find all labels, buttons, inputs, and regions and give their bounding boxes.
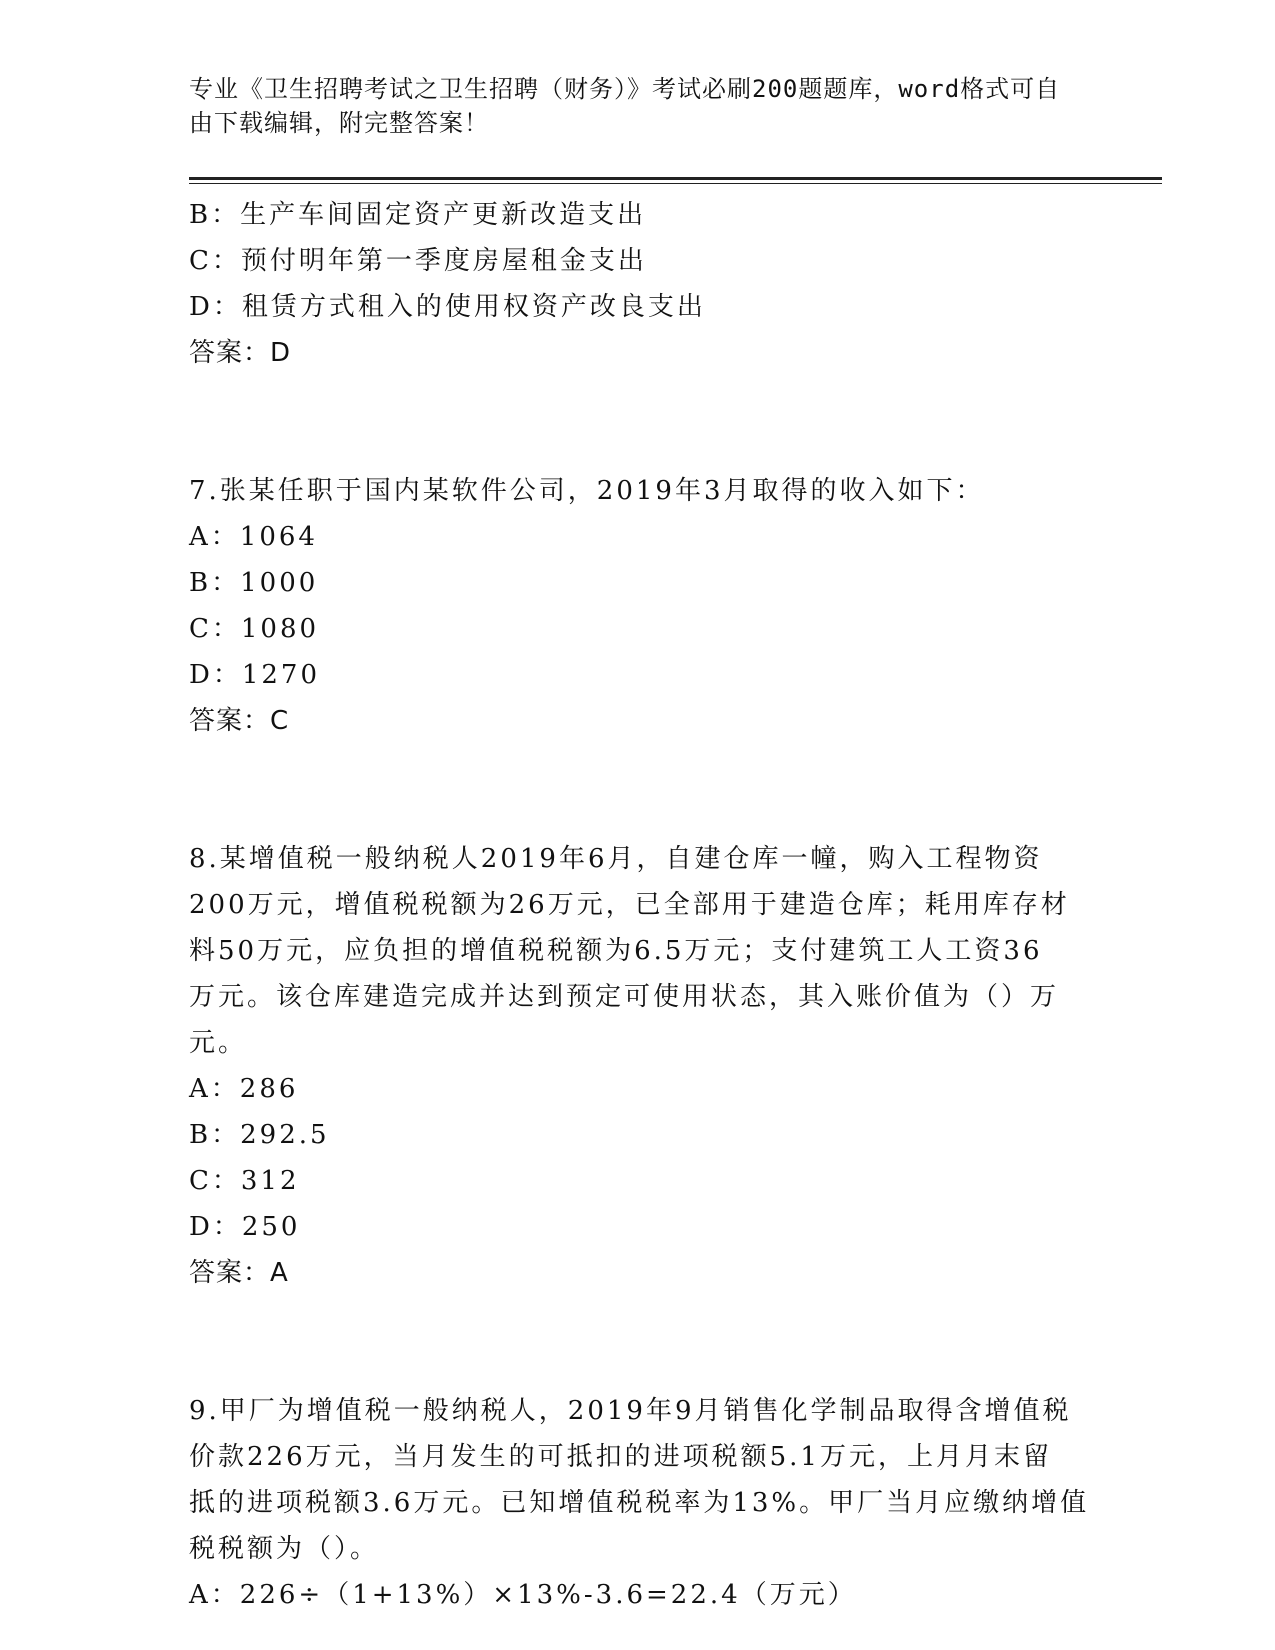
option-d: D：租赁方式租入的使用权资产改良支出 — [189, 292, 706, 322]
option-d: D：1270 — [189, 660, 321, 690]
header-title-line-2: 由下载编辑，附完整答案！ — [189, 109, 489, 137]
spacer — [189, 744, 1089, 836]
question-stem-line: 元。 — [189, 1028, 248, 1058]
question-list — [189, 192, 1089, 1618]
header-divider-thin — [189, 183, 1162, 184]
spacer — [189, 1296, 1089, 1388]
question-stem-line: 抵的进项税额3.6万元。已知增值税税率为13%。甲厂当月应缴纳增值 — [189, 1488, 1090, 1518]
question-stem-line: 9.甲厂为增值税一般纳税人，2019年9月销售化学制品取得含增值税 — [189, 1396, 1072, 1426]
option-a: A：286 — [189, 1074, 299, 1104]
question-stem-line: 200万元，增值税税额为26万元，已全部用于建造仓库；耗用库存材 — [189, 890, 1070, 920]
question-stem-line: 价款226万元，当月发生的可抵扣的进项税额5.1万元，上月月末留 — [189, 1442, 1052, 1472]
question-6 — [189, 192, 1089, 376]
option-c: C：1080 — [189, 614, 320, 644]
option-b: B：292.5 — [189, 1120, 330, 1150]
option-d: D：250 — [189, 1212, 301, 1242]
question-stem-line: 税税额为（）。 — [189, 1534, 380, 1564]
question-7 — [189, 468, 1089, 744]
option-b: B：1000 — [189, 568, 319, 598]
option-b: B：生产车间固定资产更新改造支出 — [189, 200, 647, 230]
header-divider-thick — [189, 177, 1162, 180]
option-a: A：226÷（1+13%）×13%-3.6=22.4（万元） — [189, 1580, 857, 1610]
document-header — [189, 72, 1089, 140]
spacer — [189, 376, 1089, 468]
question-8 — [189, 836, 1089, 1296]
answer-line: 答案：C — [189, 706, 290, 736]
option-a: A：1064 — [189, 522, 318, 552]
answer-line: 答案：A — [189, 1258, 289, 1288]
question-9 — [189, 1388, 1089, 1618]
question-stem-line: 8.某增值税一般纳税人2019年6月，自建仓库一幢，购入工程物资 — [189, 844, 1043, 874]
question-stem-line: 万元。该仓库建造完成并达到预定可使用状态，其入账价值为（）万 — [189, 982, 1060, 1012]
question-stem-line: 料50万元，应负担的增值税税额为6.5万元；支付建筑工人工资36 — [189, 936, 1043, 966]
option-c: C：312 — [189, 1166, 300, 1196]
header-title-line-1: 专业《卫生招聘考试之卫生招聘（财务）》考试必刷200题题库，word格式可自 — [189, 75, 1061, 103]
question-stem: 7.张某任职于国内某软件公司，2019年3月取得的收入如下： — [189, 476, 985, 506]
answer-line: 答案：D — [189, 338, 292, 368]
option-c: C：预付明年第一季度房屋租金支出 — [189, 246, 647, 276]
